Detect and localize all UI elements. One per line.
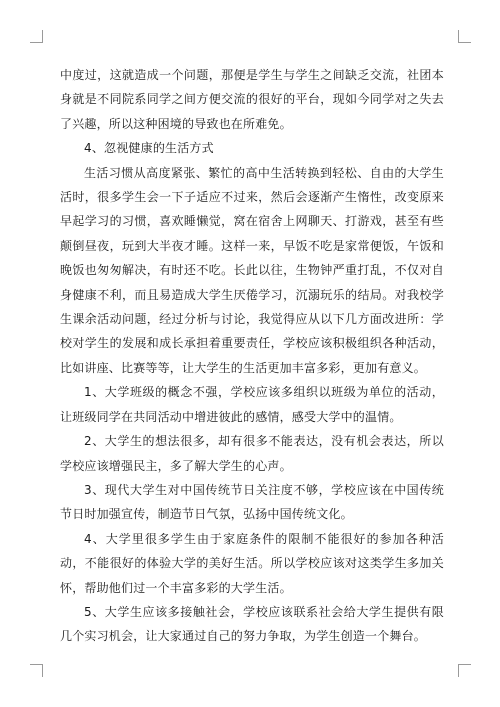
paragraph-lifestyle: 生活习惯从高度紧张、繁忙的高中生活转换到轻松、自由的大学生活时，很多学生会一下子适应不过来，然后会逐渐产生惰性，改变原来早起学习的习惯，喜欢睡懒觉，窝在宿舍上网聊天、打游戏，甚至有些颠倒昼夜，玩到大半夜才睡。这样一来，早饭不吃是家常便饭，午饭和晚饭也匆匆解决，有时还不吃。长此以往，生物钟严重打乱，不仅对自身健康不利，而且易造成大学生厌倦学习，沉溺玩乐的结局。对我校学生课余活动问题，经过分析与讨论，我觉得应从以下几方面改进所：学校对学生的发展和成长承担着重要责任，学校应该积极组织各种活动，比如讲座、比赛等等，让大学生的生活更加丰富多彩，更加有意义。 [60, 165, 444, 375]
document-body [60, 63, 444, 649]
suggestion-item-1: 1、大学班级的概念不强，学校应该多组织以班级为单位的活动，让班级同学在共同活动中增进彼此的感情，感受大学中的温情。 [60, 385, 444, 424]
crop-mark-bottom-left [30, 664, 43, 677]
section-heading: 4、忽视健康的生活方式 [84, 141, 214, 156]
paragraph-continuation: 中度过，这就造成一个问题，那便是学生与学生之间缺乏交流，社团本身就是不同院系同学之间方便交流的很好的平台，现如今同学对之失去了兴趣，所以这种困境的导致也在所难免。 [60, 68, 444, 131]
suggestion-item-5: 5、大学生应该多接触社会，学校应该联系社会给大学生提供有限几个实习机会，让大家通过自己的努力争取，为学生创造一个舞台。 [60, 604, 444, 644]
crop-mark-top-left [30, 30, 43, 43]
crop-mark-top-right [458, 30, 471, 43]
crop-mark-bottom-right [458, 664, 471, 677]
suggestion-item-4: 4、大学里很多学生由于家庭条件的限制不能很好的参加各种活动，不能很好的体验大学的美好生活。所以学校应该对这类学生多加关怀，帮助他们过一个丰富多彩的大学生活。 [60, 531, 444, 595]
suggestion-item-2: 2、大学生的想法很多，却有很多不能表达，没有机会表达，所以学校应该增强民主，多了解大学生的心声。 [60, 434, 444, 473]
suggestion-item-3: 3、现代大学生对中国传统节日关注度不够，学校应该在中国传统节日时加强宣传，制造节日气氛，弘扬中国传统文化。 [60, 482, 444, 522]
